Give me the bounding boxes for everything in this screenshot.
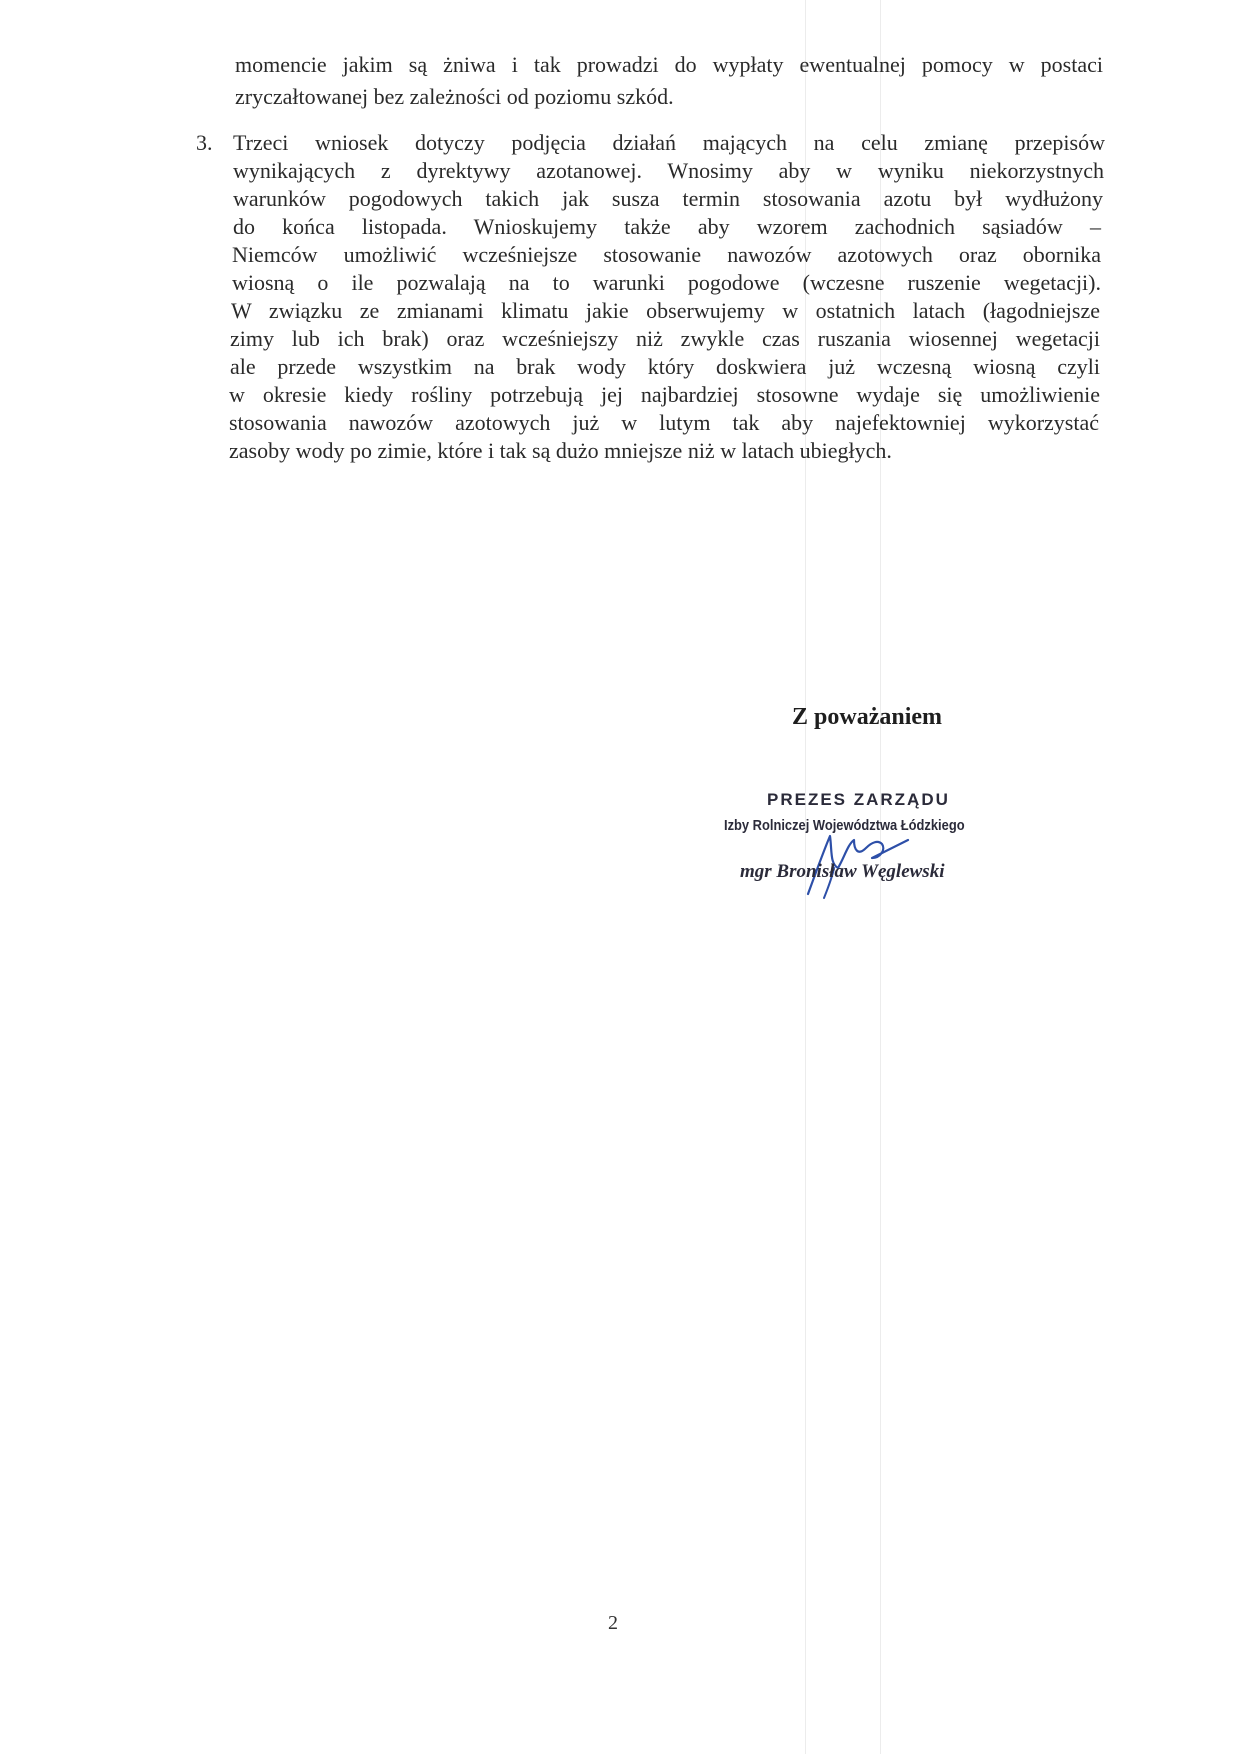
list-item-line: W związku ze zmianami klimatu jakie obserwujemy w ostatnich latach (łagodniejsze <box>231 298 1100 323</box>
list-item-line: wiosną o ile pozwalają na to warunki pogodowe (wczesne ruszenie wegetacji). <box>232 270 1101 295</box>
list-item-line: zasoby wody po zimie, które i tak są dużo mniejsze niż w latach ubiegłych. <box>229 438 892 463</box>
list-item-line: w okresie kiedy rośliny potrzebują jej najbardziej stosowne wydaje się umożliwienie <box>229 382 1100 407</box>
list-item-line: Niemców umożliwić wcześniejsze stosowanie nawozów azotowych oraz obornika <box>232 242 1101 267</box>
closing-salutation: Z poważaniem <box>792 704 942 730</box>
list-item-number: 3. <box>196 130 213 155</box>
list-item-line: warunków pogodowych takich jak susza termin stosowania azotu był wydłużony <box>233 186 1103 211</box>
list-item-line: ale przede wszystkim na brak wody który doskwiera już wczesną wiosną czyli <box>230 354 1100 379</box>
list-item-line: do końca listopada. Wnioskujemy także aby wzorem zachodnich sąsiadów – <box>233 214 1101 239</box>
list-item-line: wynikających z dyrektywy azotanowej. Wnosimy aby w wyniku niekorzystnych <box>233 158 1104 183</box>
list-item-line: Trzeci wniosek dotyczy podjęcia działań mających na celu zmianę przepisów <box>233 130 1105 155</box>
list-item-line: zimy lub ich brak) oraz wcześniejszy niż zwykle czas ruszania wiosennej wegetacji <box>230 326 1100 351</box>
list-item-line: stosowania nawozów azotowych już w lutym tak aby najefektowniej wykorzystać <box>229 410 1099 435</box>
signatory-name: mgr Bronisław Węglewski <box>740 861 945 882</box>
signatory-organization: Izby Rolniczej Województwa Łódzkiego <box>724 817 965 834</box>
page-number: 2 <box>608 1612 618 1634</box>
paragraph-line: momencie jakim są żniwa i tak prowadzi do wypłaty ewentualnej pomocy w postaci <box>235 52 1103 77</box>
paragraph-line: zryczałtowanej bez zależności od poziomu szkód. <box>235 84 674 109</box>
signatory-title: PREZES ZARZĄDU <box>767 790 950 809</box>
